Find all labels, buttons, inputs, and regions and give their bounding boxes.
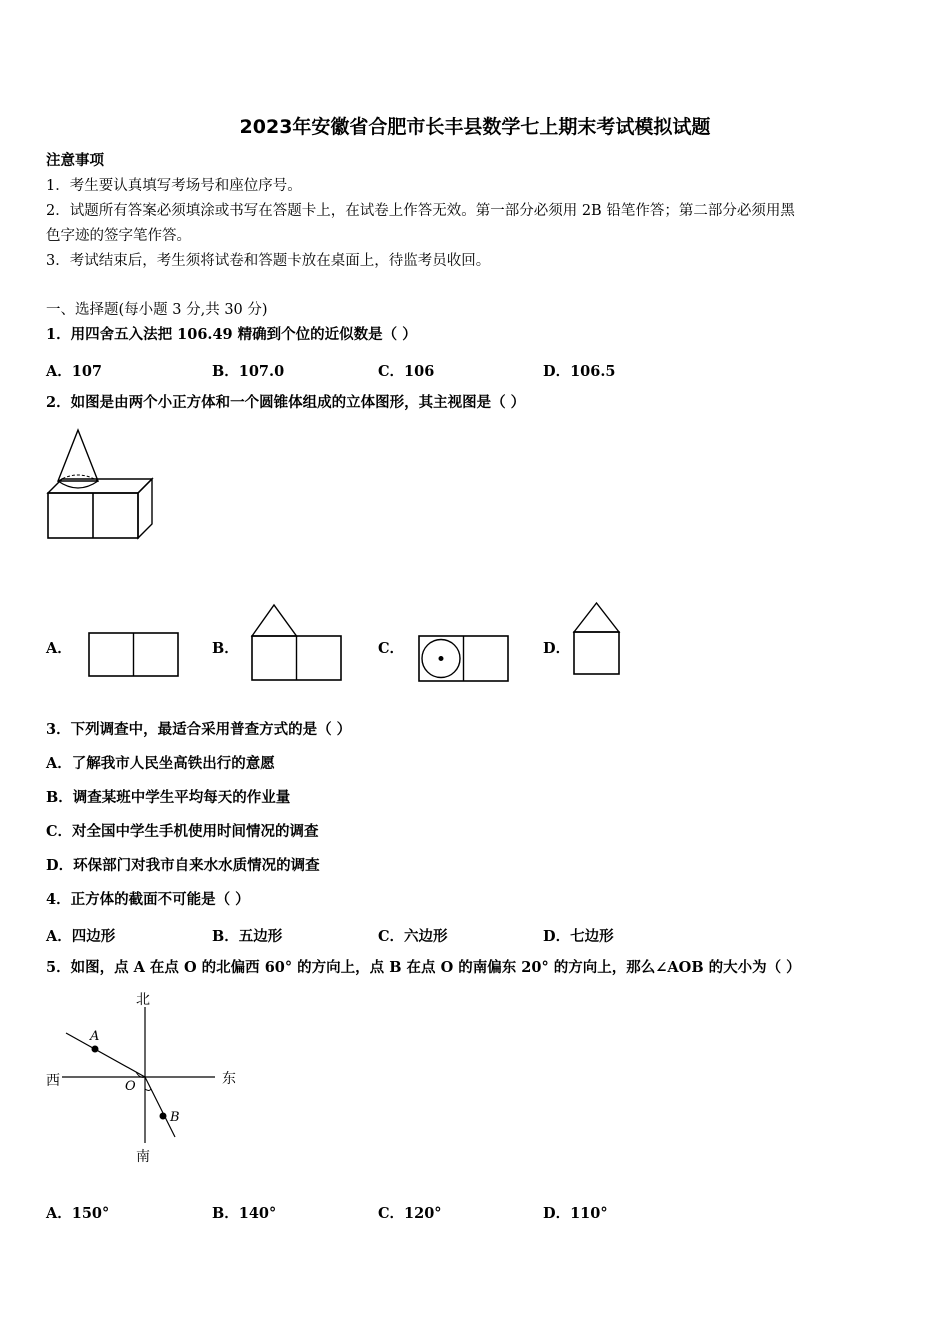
q5-option-d: D．110° [543,1205,608,1222]
q5-label-south: 南 [136,1149,150,1165]
q5-label-origin: O [125,1079,136,1094]
q5-label-west: 西 [46,1073,60,1089]
q1-stem: 1．用四舍五入法把 106.49 精确到个位的近似数是（ ） [46,326,417,343]
q5-label-point-a: A [90,1029,100,1044]
q3-option-a: A．了解我市人民坐高铁出行的意愿 [46,755,275,772]
page-title: 2023年安徽省合肥市长丰县数学七上期末考试模拟试题 [239,116,711,138]
q5-option-a: A．150° [46,1205,110,1222]
notice-item-2-line-1: 2．试题所有答案必须填涂或书写在答题卡上，在试卷上作答无效。第一部分必须用 2B 铅笔作答；第二部分必须用黑 [46,203,795,219]
q2-option-b: B． [212,640,239,657]
q2-stem: 2．如图是由两个小正方体和一个圆锥体组成的立体图形，其主视图是（ ） [46,394,526,411]
q1-option-c: C．106 [378,363,435,380]
q2-view-b [251,603,343,683]
q4-option-c: C．六边形 [378,928,448,945]
section-heading: 一、选择题(每小题 3 分,共 30 分) [46,302,268,318]
q1-option-a: A．107 [46,363,103,380]
q1-option-d: D．106.5 [543,363,616,380]
q5-label-east: 东 [222,1071,236,1087]
q2-view-d [573,601,623,677]
q4-option-a: A．四边形 [46,928,116,945]
q2-solid-figure [40,425,160,545]
notice-item-1: 1．考生要认真填写考场号和座位序号。 [46,178,302,194]
q3-option-d: D．环保部门对我市自来水水质情况的调查 [46,857,320,874]
q2-view-a [88,632,180,678]
q5-option-b: B．140° [212,1205,277,1222]
notice-item-3: 3．考试结束后，考生须将试卷和答题卡放在桌面上，待监考员收回。 [46,253,491,269]
q3-stem: 3．下列调查中，最适合采用普查方式的是（ ） [46,721,352,738]
q2-option-c: C． [378,640,405,657]
q5-label-point-b: B [170,1110,180,1125]
q3-option-b: B．调查某班中学生平均每天的作业量 [46,789,291,806]
notice-item-2-line-2: 色字迹的签字笔作答。 [46,228,191,244]
q3-option-c: C．对全国中学生手机使用时间情况的调查 [46,823,319,840]
q2-view-c [418,635,510,683]
q5-label-north: 北 [136,992,150,1008]
q4-stem: 4．正方体的截面不可能是（ ） [46,891,250,908]
q2-option-a: A． [46,640,72,657]
q5-stem: 5．如图，点 A 在点 O 的北偏西 60° 的方向上，点 B 在点 O 的南偏东 20° 的方向上，那么∠AOB 的大小为（ ） [46,959,801,976]
q4-option-b: B．五边形 [212,928,283,945]
q5-direction-figure [40,985,250,1170]
notice-heading: 注意事项 [46,152,104,169]
q2-option-d: D． [543,640,571,657]
q4-option-d: D．七边形 [543,928,614,945]
q5-option-c: C．120° [378,1205,442,1222]
q1-option-b: B．107.0 [212,363,285,380]
